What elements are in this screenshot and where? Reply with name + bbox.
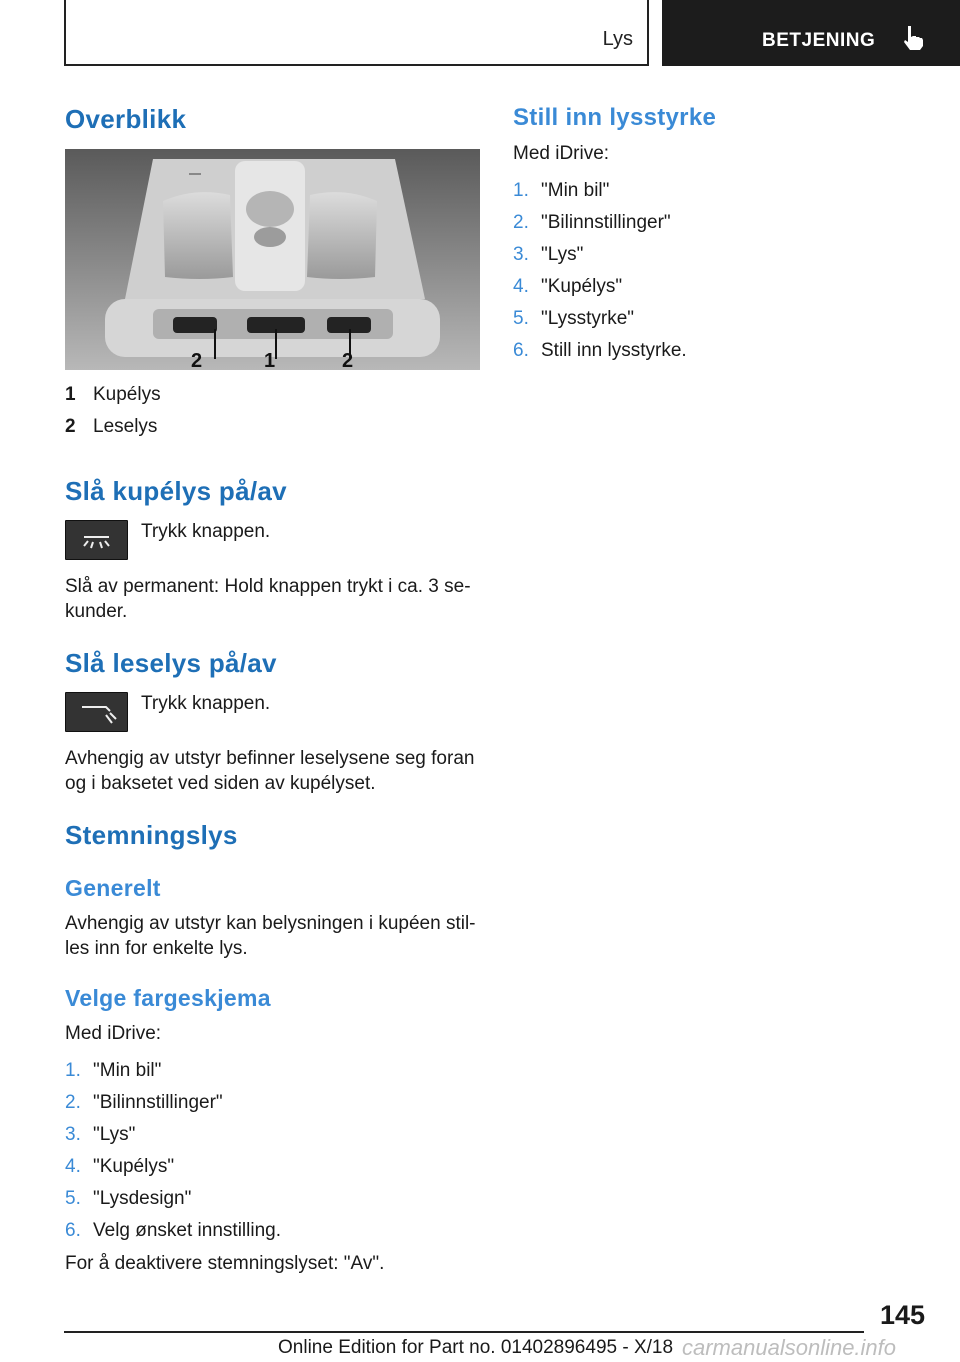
step-text: "Min bil" — [541, 180, 610, 201]
step-number: 2. — [65, 1092, 81, 1113]
callout-left: 2 — [191, 350, 203, 370]
reading-light-button-image — [65, 692, 128, 732]
legend-label: Leselys — [93, 416, 158, 437]
step-number: 4. — [513, 276, 529, 297]
leselys-note-line2: og i baksetet ved siden av kupélyset. — [65, 773, 376, 794]
fargeskjema-intro: Med iDrive: — [65, 1023, 162, 1044]
step-text: "Lysdesign" — [93, 1188, 192, 1209]
step-text: Still inn lysstyrke. — [541, 340, 687, 361]
header-section-title: Lys — [602, 28, 633, 50]
subsection-title-fargeskjema: Velge fargeskjema — [65, 985, 271, 1011]
section-title-stemningslys: Stemningslys — [65, 820, 238, 850]
hand-pointer-icon — [900, 24, 926, 52]
callout-right: 2 — [342, 350, 354, 370]
generelt-text-line1: Avhengig av utstyr kan belysningen i kupéen stil‐ — [65, 913, 476, 934]
step-number: 1. — [65, 1060, 81, 1081]
legend-number: 2 — [65, 416, 76, 437]
step-number: 3. — [65, 1124, 81, 1145]
step-number: 6. — [513, 340, 529, 361]
step-text: "Kupélys" — [93, 1156, 175, 1177]
step-text: "Lys" — [93, 1124, 136, 1145]
step-text: "Lysstyrke" — [541, 308, 635, 329]
generelt-text-line2: les inn for enkelte lys. — [65, 938, 248, 959]
callout-center: 1 — [264, 350, 276, 370]
step-number: 5. — [65, 1188, 81, 1209]
overhead-console-photo — [65, 149, 480, 370]
header-section-box — [64, 0, 649, 66]
kupelys-press-text: Trykk knappen. — [141, 521, 271, 542]
legend-number: 1 — [65, 384, 76, 405]
kupelys-note-line1: Slå av permanent: Hold knappen trykt i ca. 3 se‐ — [65, 576, 471, 597]
subsection-title-generelt: Generelt — [65, 875, 161, 901]
step-text: "Lys" — [541, 244, 584, 265]
footer-edition: Online Edition for Part no. 01402896495 - X/18 — [278, 1337, 674, 1358]
step-number: 2. — [513, 212, 529, 233]
kupelys-note-line2: kunder. — [65, 601, 128, 622]
fargeskjema-outro: For å deaktivere stemningslyset: "Av". — [65, 1253, 385, 1274]
step-text: "Bilinnstillinger" — [93, 1092, 223, 1113]
step-number: 6. — [65, 1220, 81, 1241]
header-chapter-box — [662, 0, 960, 66]
footer-divider — [64, 1331, 864, 1333]
interior-light-button-image — [65, 520, 128, 560]
reading-light-icon — [66, 693, 127, 731]
watermark: carmanualsonline.info — [682, 1335, 897, 1360]
step-text: "Min bil" — [93, 1060, 162, 1081]
step-number: 5. — [513, 308, 529, 329]
step-number: 1. — [513, 180, 529, 201]
step-number: 3. — [513, 244, 529, 265]
step-text: "Bilinnstillinger" — [541, 212, 671, 233]
lysstyrke-intro: Med iDrive: — [513, 143, 610, 164]
section-title-overblikk: Overblikk — [65, 104, 187, 134]
step-text: "Kupélys" — [541, 276, 623, 297]
header-chapter-title: BETJENING — [762, 30, 876, 51]
step-number: 4. — [65, 1156, 81, 1177]
step-text: Velg ønsket innstilling. — [93, 1220, 281, 1241]
section-title-leselys: Slå leselys på/av — [65, 648, 277, 678]
leselys-note-line1: Avhengig av utstyr befinner leselysene seg foran — [65, 748, 475, 769]
leselys-press-text: Trykk knappen. — [141, 693, 271, 714]
interior-light-icon — [66, 521, 127, 559]
section-title-lysstyrke: Still inn lysstyrke — [513, 104, 717, 131]
legend-label: Kupélys — [93, 384, 161, 405]
section-title-kupelys: Slå kupélys på/av — [65, 476, 287, 506]
page-number: 145 — [880, 1300, 926, 1330]
